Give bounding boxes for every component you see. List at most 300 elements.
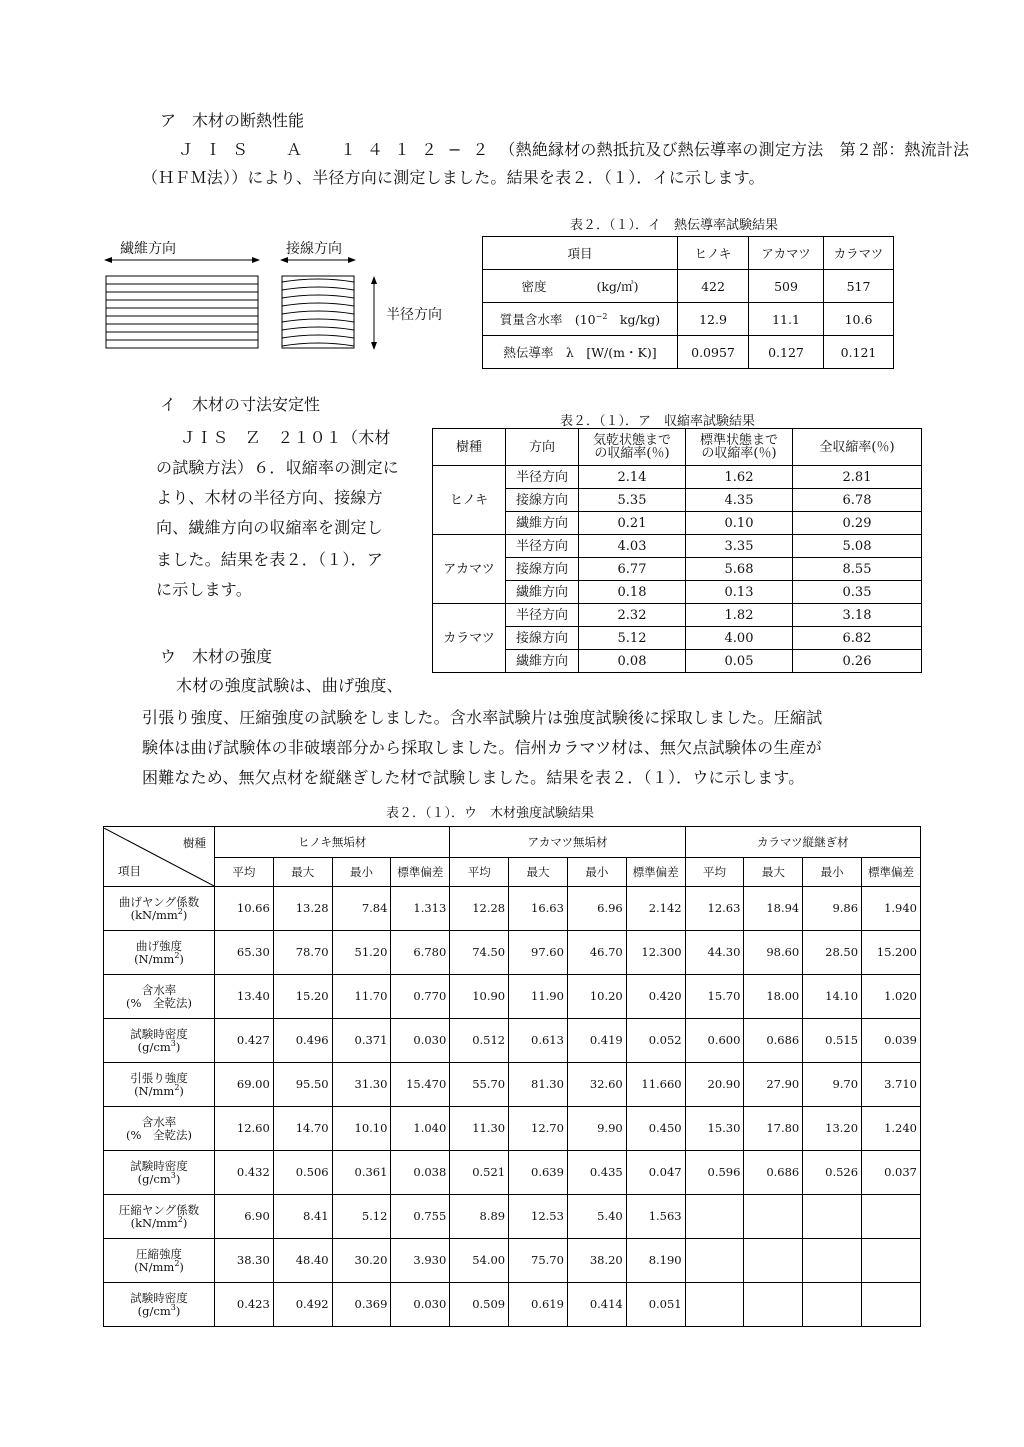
table-row [433,512,922,535]
cell: 0.21 [579,512,686,535]
cell: 12.63 [685,887,744,931]
header-cell: 方向 [506,429,579,466]
header-cell: 全収縮率(％) [793,429,922,466]
cell: 0.600 [685,1019,744,1063]
direction-cell: 接線方向 [506,489,579,512]
unit-part: ) [182,907,188,922]
table-row [104,827,921,858]
section-i-line2: の試験方法）６．収縮率の測定に [156,458,400,477]
cell: 5.12 [579,627,686,650]
cell: 8.55 [793,558,922,581]
section-a-line1 [178,136,969,164]
cell: 0.037 [862,1151,921,1195]
subheader-cell: 標準偏差 [862,858,921,887]
cell: 32.60 [567,1063,626,1107]
table-row [433,650,922,673]
cell: 1.82 [686,604,793,627]
cell: 74.50 [450,931,509,975]
direction-cell: 接線方向 [506,558,579,581]
unit-part: (N/mm [134,951,175,966]
section-i-line3: より、木材の半径方向、接線方 [156,488,383,507]
row-label-line2 [104,1214,214,1230]
thermal-conductivity-table [482,236,894,369]
row-label-line1: 引張り強度 [130,1070,188,1085]
cell: 15.20 [273,975,332,1019]
row-label [104,1239,215,1283]
table-row [483,270,894,303]
cell: 0.369 [332,1283,391,1327]
unit-part: ) [179,951,184,966]
table-row [483,237,894,270]
wood-strength-table [103,826,921,1327]
cell: 18.00 [744,975,803,1019]
cell: 78.70 [273,931,332,975]
row-label-line1: 圧縮ヤング係数 [118,1202,200,1217]
unit-part: ) [175,1303,181,1318]
cell: 51.20 [332,931,391,975]
cell: 0.051 [626,1283,685,1327]
direction-cell: 接線方向 [506,627,579,650]
cell: 13.40 [215,975,274,1019]
row-label [104,1019,215,1063]
row-label-line1: 圧縮強度 [136,1246,182,1261]
cell: 10.20 [567,975,626,1019]
cell: 5.08 [793,535,922,558]
cell: 11.90 [509,975,568,1019]
subheader-cell: 最大 [744,858,803,887]
cell [862,1195,921,1239]
table-row [104,1063,921,1107]
cell: 31.30 [332,1063,391,1107]
cell: 7.84 [332,887,391,931]
section-u-line3: 験体は曲げ試験体の非破壊部分から採取しました。信州カラマツ材は、無欠点試験体の生産が [142,738,822,757]
unit-part: (kN/mm [130,1215,178,1230]
row-label-line2 [104,997,214,1010]
row-label-line2 [104,1038,214,1054]
cell: 0.18 [579,581,686,604]
table-row [104,1151,921,1195]
cell: 16.63 [509,887,568,931]
cell: 1.313 [391,887,450,931]
subheader-cell: 平均 [685,858,744,887]
cell: 8.190 [626,1239,685,1283]
cell: 95.50 [273,1063,332,1107]
cell: 2.142 [626,887,685,931]
cell: 0.030 [391,1019,450,1063]
cell: 14.10 [803,975,862,1019]
cell: 1.563 [626,1195,685,1239]
cell: 5.12 [332,1195,391,1239]
cell: 15.30 [685,1107,744,1151]
row-label-line2 [104,1302,214,1318]
cell [685,1283,744,1327]
table-row [433,466,922,489]
unit-sup: 2 [174,1258,180,1268]
cell: 0.515 [803,1019,862,1063]
table-row [433,581,922,604]
cell: 3.930 [391,1239,450,1283]
cell: 1.020 [862,975,921,1019]
cell: 12.53 [509,1195,568,1239]
cell: 1.240 [862,1107,921,1151]
cell: 0.755 [391,1195,450,1239]
row-label-line2 [104,906,214,922]
cell: 81.30 [509,1063,568,1107]
cell: 13.20 [803,1107,862,1151]
unit-sup: 3 [170,1170,176,1180]
cell: 1.040 [391,1107,450,1151]
cell: 0.496 [273,1019,332,1063]
cell: 9.90 [567,1107,626,1151]
label-part: 質量含水率 (10 [499,312,596,327]
corner-bottom-label: 項目 [118,863,141,878]
cell: 20.90 [685,1063,744,1107]
fiber-direction-label: 繊維方向 [120,241,176,257]
unit-part: ) [175,1171,181,1186]
cell: 0.0957 [678,336,749,369]
cell: 10.10 [332,1107,391,1151]
cell: 3.710 [862,1063,921,1107]
row-label [104,931,215,975]
cell [803,1239,862,1283]
cell: 0.10 [686,512,793,535]
cell: 9.86 [803,887,862,931]
unit-sup: 3 [170,1302,176,1312]
section-i-heading: イ 木材の寸法安定性 [160,395,321,414]
cell: 2.32 [579,604,686,627]
direction-cell: 繊維方向 [506,581,579,604]
cell: 5.68 [686,558,793,581]
cell: 12.9 [678,303,749,336]
cell [803,1195,862,1239]
cell: 0.526 [803,1151,862,1195]
species-cell: カラマツ [433,604,506,673]
table-row [483,303,894,336]
unit-sup: 2 [174,950,180,960]
cell: 422 [678,270,749,303]
row-label [104,1107,215,1151]
cell: 1.62 [686,466,793,489]
row-label [483,303,678,336]
cell: 10.6 [824,303,894,336]
cell [862,1283,921,1327]
cell: 18.94 [744,887,803,931]
cell: 2.14 [579,466,686,489]
cell: 44.30 [685,931,744,975]
jis-a-title: （熱絶縁材の熱抵抗及び熱伝導率の測定方法 第２部：熱流計法 [499,140,970,159]
species-cell: ヒノキ [433,466,506,535]
table-row [483,336,894,369]
row-label [104,1283,215,1327]
cell: 0.047 [626,1151,685,1195]
cell: 6.96 [567,887,626,931]
unit-part: (% 全乾法) [126,1127,192,1142]
section-i-line6: に示します。 [156,580,252,599]
unit-part: (g/cm [137,1303,171,1318]
cell [862,1239,921,1283]
cell: 54.00 [450,1239,509,1283]
cell: 0.08 [579,650,686,673]
radial-direction-label: 半径方向 [386,307,442,323]
cell: 0.686 [744,1019,803,1063]
cell: 5.35 [579,489,686,512]
row-label-line2 [104,950,214,966]
cell: 27.90 [744,1063,803,1107]
cell [685,1195,744,1239]
cell: 6.78 [793,489,922,512]
cell: 0.371 [332,1019,391,1063]
label-part: kg/kg) [607,312,661,327]
table-row [104,858,921,887]
cell: 14.70 [273,1107,332,1151]
row-label-line1: 試験時密度 [130,1158,188,1173]
row-label [104,975,215,1019]
section-a-line2: （ＨＦＭ法））により、半径方向に測定しました。結果を表２．（１）．イに示します。 [142,168,765,187]
cell [744,1239,803,1283]
cell: 0.613 [509,1019,568,1063]
cell: 9.70 [803,1063,862,1107]
unit-part: ) [179,1083,184,1098]
header-cell: 樹種 [433,429,506,466]
cell: 30.20 [332,1239,391,1283]
unit-part: (N/mm [134,1259,175,1274]
cell: 0.686 [744,1151,803,1195]
cell [685,1239,744,1283]
subheader-cell: 最大 [509,858,568,887]
unit-part: (N/mm [134,1083,175,1098]
cell: 2.81 [793,466,922,489]
subheader-cell: 標準偏差 [391,858,450,887]
unit-sup: 2 [177,906,183,916]
cell: 15.470 [391,1063,450,1107]
cell: 0.05 [686,650,793,673]
table-row [433,604,922,627]
cell: 1.940 [862,887,921,931]
subheader-cell: 標準偏差 [626,858,685,887]
cell: 0.639 [509,1151,568,1195]
cell: 11.660 [626,1063,685,1107]
section-i-line1: ＪＩＳ Ｚ ２１０１（木材 [180,428,391,447]
corner-diagonal [104,828,214,886]
cell: 17.80 [744,1107,803,1151]
cell: 5.40 [567,1195,626,1239]
group-header: アカマツ無垢材 [450,827,685,858]
subheader-cell: 最大 [273,858,332,887]
cell: 12.60 [215,1107,274,1151]
table-row [433,535,922,558]
cell: 0.414 [567,1283,626,1327]
cell: 65.30 [215,931,274,975]
cell: 11.70 [332,975,391,1019]
subheader-cell: 最小 [332,858,391,887]
cell: 0.596 [685,1151,744,1195]
cell: 10.90 [450,975,509,1019]
subheader-cell: 最小 [803,858,862,887]
table-row [104,1019,921,1063]
unit-part: (kN/mm [130,907,178,922]
cell: 15.70 [685,975,744,1019]
table-row [104,975,921,1019]
section-i-line4: 向、繊維方向の収縮率を測定し [156,518,383,537]
direction-cell: 繊維方向 [506,512,579,535]
cell: 0.039 [862,1019,921,1063]
cell: 0.521 [450,1151,509,1195]
cell: 0.770 [391,975,450,1019]
cell: 3.35 [686,535,793,558]
cell: 6.82 [793,627,922,650]
cell: 8.41 [273,1195,332,1239]
cell: 0.127 [749,336,824,369]
cell: 0.435 [567,1151,626,1195]
section-u-line4: 困難なため、無欠点材を縦継ぎした材で試験しました。結果を表２．（１）．ウに示します。 [142,768,805,787]
section-u-line1: 木材の強度試験は、曲げ強度、 [176,676,403,695]
cell: 11.1 [749,303,824,336]
row-label: 密度 (kg/㎥) [483,270,678,303]
cell: 0.361 [332,1151,391,1195]
cell: 0.052 [626,1019,685,1063]
cell: 509 [749,270,824,303]
subheader-cell: 平均 [215,858,274,887]
cell: 55.70 [450,1063,509,1107]
row-label-line1: 試験時密度 [130,1026,188,1041]
section-u-heading: ウ 木材の強度 [160,647,273,666]
header-cell: 項目 [483,237,678,270]
cell [744,1195,803,1239]
cell: 4.03 [579,535,686,558]
row-label-line1: 曲げ強度 [136,938,182,953]
row-label [104,1195,215,1239]
header-cell: 気乾状態まで の収縮率(％) [579,429,686,466]
section-a-heading: ア 木材の断熱性能 [160,111,305,130]
cell: 38.20 [567,1239,626,1283]
cell: 15.200 [862,931,921,975]
row-label-line1: 含水率 [141,982,177,997]
jis-a-code: ＪＩＳ Ａ １４１２−２ [178,140,500,159]
corner-top-label: 樹種 [183,835,206,850]
row-label-line2 [104,1170,214,1186]
table-row [433,489,922,512]
unit-part: (g/cm [137,1171,171,1186]
row-label-line1: 試験時密度 [130,1290,188,1305]
table-row [104,1283,921,1327]
header-cell: カラマツ [824,237,894,270]
cell: 0.038 [391,1151,450,1195]
row-label-line1: 曲げヤング係数 [118,894,200,909]
cell [744,1283,803,1327]
cell: 98.60 [744,931,803,975]
cell: 0.420 [626,975,685,1019]
table-row [104,931,921,975]
shrinkage-table [432,428,922,673]
direction-cell: 繊維方向 [506,650,579,673]
direction-cell: 半径方向 [506,535,579,558]
label-sup: −2 [595,311,608,321]
cell: 11.30 [450,1107,509,1151]
unit-part: ) [182,1215,188,1230]
cell: 0.492 [273,1283,332,1327]
cell: 28.50 [803,931,862,975]
unit-sup: 3 [170,1038,176,1048]
direction-cell: 半径方向 [506,604,579,627]
cell: 0.432 [215,1151,274,1195]
cell: 0.26 [793,650,922,673]
cell: 69.00 [215,1063,274,1107]
cell: 517 [824,270,894,303]
row-label: 熱伝導率 λ [W/(m・K)] [483,336,678,369]
cell: 12.28 [450,887,509,931]
tangent-direction-label: 接線方向 [286,241,342,257]
row-label-line1: 含水率 [141,1114,177,1129]
cell: 0.423 [215,1283,274,1327]
cell: 0.121 [824,336,894,369]
unit-part: (g/cm [137,1039,171,1054]
cell: 0.13 [686,581,793,604]
cell: 6.780 [391,931,450,975]
cell: 4.35 [686,489,793,512]
subheader-cell: 最小 [567,858,626,887]
cell: 12.300 [626,931,685,975]
unit-sup: 2 [177,1214,183,1224]
unit-part: (% 全乾法) [126,995,192,1010]
table-row [433,627,922,650]
cell: 10.66 [215,887,274,931]
group-header: カラマツ縦継ぎ材 [685,827,920,858]
cell: 0.450 [626,1107,685,1151]
cell: 0.506 [273,1151,332,1195]
cell: 0.419 [567,1019,626,1063]
section-i-line5: ました。結果を表２．（１）．ア [156,550,384,569]
table-row [104,1239,921,1283]
header-cell: アカマツ [749,237,824,270]
table-row [104,1107,921,1151]
table-i-caption: 表２．（１）．イ 熱伝導率試験結果 [570,218,779,233]
table-a-caption: 表２．（１）．ア 収縮率試験結果 [560,414,756,429]
unit-part: ) [179,1259,184,1274]
cell: 97.60 [509,931,568,975]
row-label [104,1063,215,1107]
cell: 3.18 [793,604,922,627]
cell: 13.28 [273,887,332,931]
table-row [104,1195,921,1239]
subheader-cell: 平均 [450,858,509,887]
cell: 75.70 [509,1239,568,1283]
table-row [433,558,922,581]
cell: 48.40 [273,1239,332,1283]
cell: 12.70 [509,1107,568,1151]
row-label-line2 [104,1082,214,1098]
unit-sup: 2 [174,1082,180,1092]
table-u-caption: 表２．（１）．ウ 木材強度試験結果 [386,806,595,821]
cell: 46.70 [567,931,626,975]
species-cell: アカマツ [433,535,506,604]
cell [803,1283,862,1327]
cell: 0.509 [450,1283,509,1327]
cell: 6.77 [579,558,686,581]
cell: 0.619 [509,1283,568,1327]
row-label [104,887,215,931]
cell: 0.427 [215,1019,274,1063]
cell: 8.89 [450,1195,509,1239]
cell: 6.90 [215,1195,274,1239]
section-u-line2: 引張り強度、圧縮強度の試験をしました。含水率試験片は強度試験後に採取しました。圧縮試 [142,708,823,727]
cell: 38.30 [215,1239,274,1283]
row-label [104,1151,215,1195]
header-cell: 標準状態まで の収縮率(％) [686,429,793,466]
row-label-line2 [104,1258,214,1274]
cell: 4.00 [686,627,793,650]
table-row [104,887,921,931]
corner-cell [104,827,215,887]
